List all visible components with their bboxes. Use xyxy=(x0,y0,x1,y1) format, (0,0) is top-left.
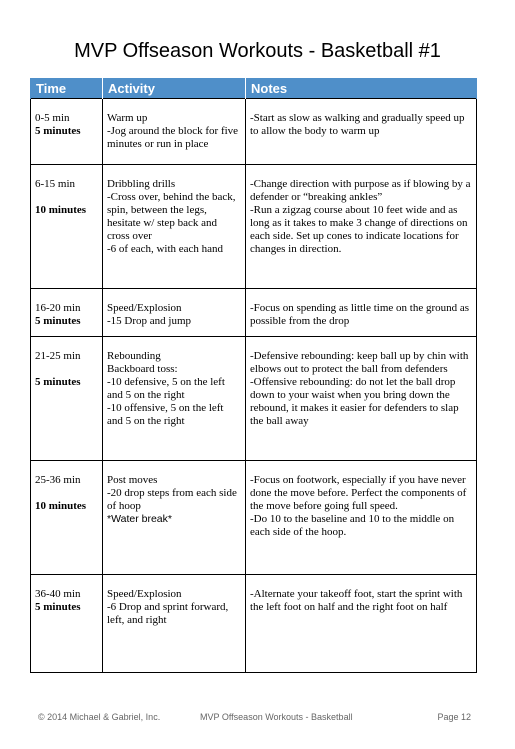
time-range: 36-40 min xyxy=(35,588,81,600)
time-range: 16-20 min xyxy=(35,302,81,314)
duration: 5 minutes xyxy=(35,125,81,137)
note-line: -Change direction with purpose as if blowing by a defender or “breaking ankles” xyxy=(250,178,471,203)
activity-line: -6 of each, with each hand xyxy=(107,243,224,255)
time-cell xyxy=(31,99,103,165)
activity-title: Rebounding xyxy=(107,350,161,362)
time-range: 6-15 min xyxy=(35,178,76,190)
note-line: -Do 10 to the baseline and 10 to the middle on each side of the hoop. xyxy=(250,513,455,538)
activity-cell xyxy=(103,165,246,289)
time-range: 0-5 min xyxy=(35,112,70,124)
time-cell xyxy=(31,165,103,289)
activity-title: Speed/Explosion xyxy=(107,302,182,314)
activity-line: -6 Drop and sprint forward, left, and right xyxy=(107,601,229,626)
table-row xyxy=(31,165,477,289)
activity-line: -20 drop steps from each side of hoop xyxy=(107,487,237,512)
notes-cell xyxy=(246,337,477,461)
notes-cell xyxy=(246,99,477,165)
note-line: -Start as slow as walking and gradually speed up to allow the body to warm up xyxy=(250,112,465,137)
notes-cell xyxy=(246,289,477,337)
note-line: -Run a zigzag course about 10 feet wide and as long as it takes to make 3 change of directions on each side. Set up cones to indicate locations for changes in direction. xyxy=(250,204,468,255)
notes-cell xyxy=(246,575,477,673)
duration: 10 minutes xyxy=(35,500,87,512)
activity-cell xyxy=(103,461,246,575)
notes-cell xyxy=(246,165,477,289)
time-cell xyxy=(31,461,103,575)
duration: 5 minutes xyxy=(35,376,81,388)
water-break-note: *Water break* xyxy=(107,513,172,525)
column-header-activity: Activity xyxy=(103,78,246,99)
duration: 5 minutes xyxy=(35,315,81,327)
column-header-notes: Notes xyxy=(246,78,477,99)
footer-doc-title: MVP Offseason Workouts - Basketball xyxy=(200,712,353,722)
note-line: -Focus on footwork, especially if you have never done the move before. Perfect the components of the move before going full speed. xyxy=(250,474,467,512)
time-cell xyxy=(31,289,103,337)
activity-title: Speed/Explosion xyxy=(107,588,182,600)
time-cell xyxy=(31,575,103,673)
activity-title: Warm up xyxy=(107,112,148,124)
activity-line: -10 defensive, 5 on the left and 5 on the right xyxy=(107,376,225,401)
column-header-time: Time xyxy=(31,78,103,99)
activity-line: -Jog around the block for five minutes or run in place xyxy=(107,125,239,150)
footer-page-number: Page 12 xyxy=(437,712,471,722)
activity-cell xyxy=(103,337,246,461)
footer-copyright: © 2014 Michael & Gabriel, Inc. xyxy=(38,712,161,722)
table-row xyxy=(31,461,477,575)
duration: 10 minutes xyxy=(35,204,87,216)
note-line: -Focus on spending as little time on the ground as possible from the drop xyxy=(250,302,470,327)
table-row xyxy=(31,575,477,673)
activity-line: -15 Drop and jump xyxy=(107,315,192,327)
table-row xyxy=(31,99,477,165)
note-line: -Offensive rebounding: do not let the ball drop down to your waist when you bring down the rebound, it makes it easier for defenders to slap the ball away xyxy=(250,376,459,427)
activity-cell xyxy=(103,99,246,165)
note-line: -Alternate your takeoff foot, start the sprint with the left foot on half and the right foot on half xyxy=(250,588,463,613)
activity-cell xyxy=(103,575,246,673)
activity-cell xyxy=(103,289,246,337)
table-header-row xyxy=(31,78,477,99)
activity-line: Backboard toss: xyxy=(107,363,178,375)
table-row xyxy=(31,337,477,461)
time-range: 25-36 min xyxy=(35,474,81,486)
table-row xyxy=(31,289,477,337)
time-cell xyxy=(31,337,103,461)
duration: 5 minutes xyxy=(35,601,81,613)
page-title: MVP Offseason Workouts - Basketball #1 xyxy=(74,40,441,62)
notes-cell xyxy=(246,461,477,575)
workout-table xyxy=(30,78,477,673)
activity-title: Dribbling drills xyxy=(107,178,176,190)
activity-line: -10 offensive, 5 on the left and 5 on the right xyxy=(107,402,224,427)
time-range: 21-25 min xyxy=(35,350,81,362)
activity-title: Post moves xyxy=(107,474,158,486)
activity-line: -Cross over, behind the back, spin, between the legs, hesitate w/ step back and cross over xyxy=(107,191,236,242)
note-line: -Defensive rebounding: keep ball up by chin with elbows out to protect the ball from defenders xyxy=(250,350,469,375)
